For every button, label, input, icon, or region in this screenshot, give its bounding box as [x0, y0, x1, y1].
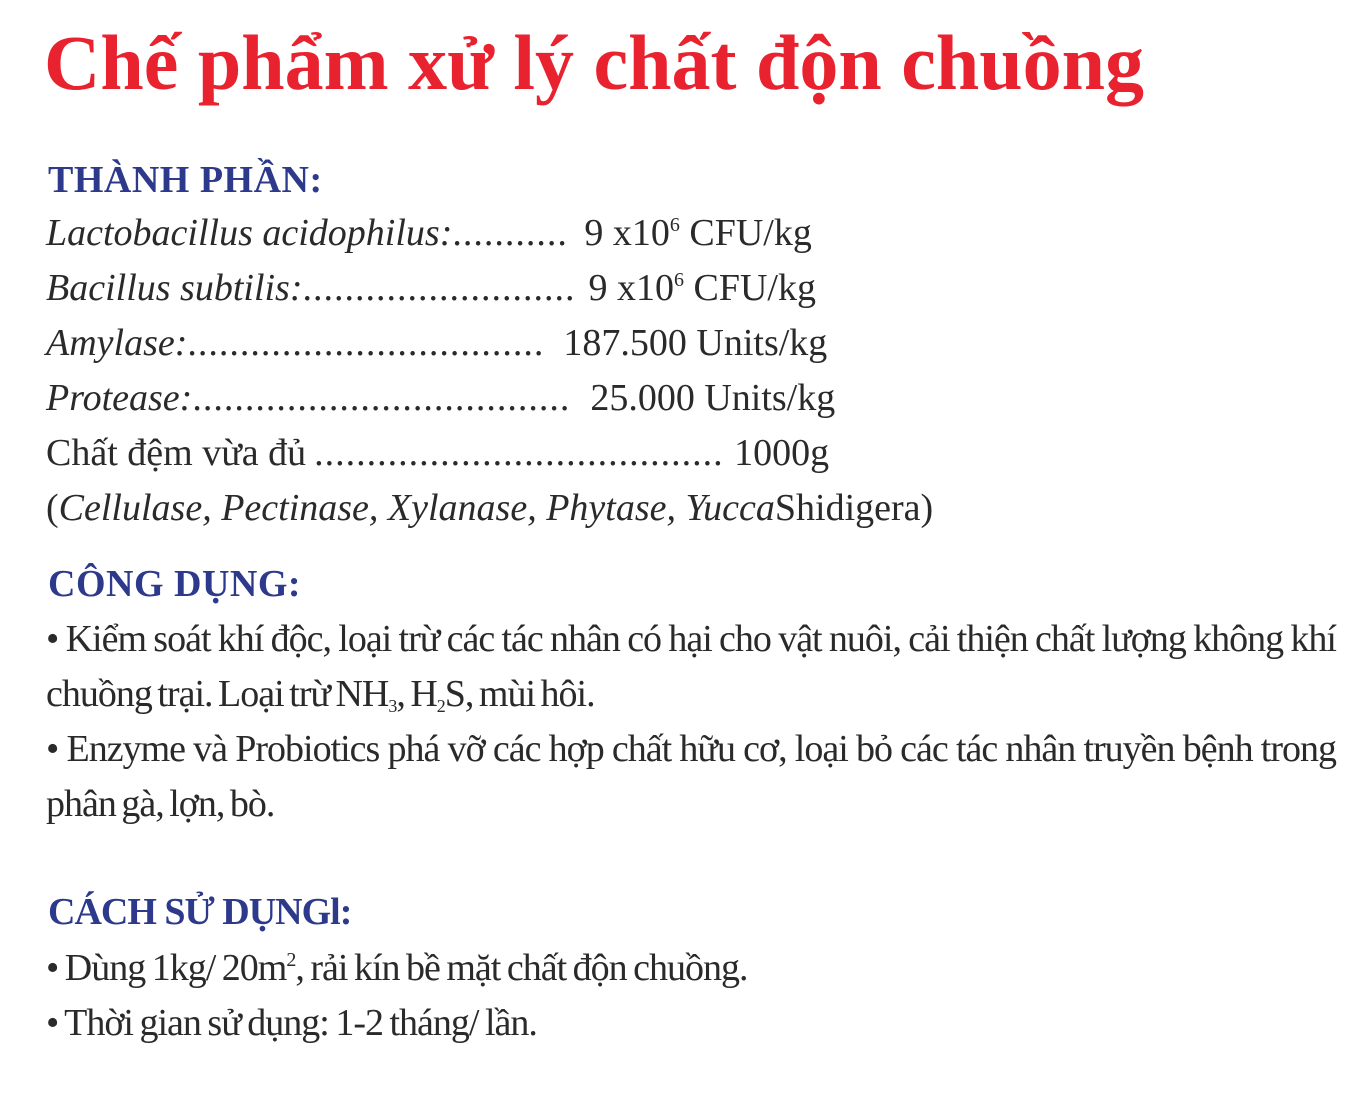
value-unit: CFU/kg — [679, 212, 812, 254]
usage-p1-text: • Kiểm soát khí độc, loại trừ các tác nhân có hại cho vật nuôi, cải thiện chất lượng không khí chuồng trại. Loại trừ NH — [46, 618, 1336, 715]
ingredient-value — [589, 263, 816, 313]
ingredient-value: 1000g — [734, 432, 830, 474]
ingredient-name: Chất đệm vừa đủ — [46, 432, 307, 474]
value-base: 9 x10 — [588, 267, 674, 309]
composition-heading: THÀNH PHẦN: — [48, 159, 323, 201]
usage-paragraph-2: • Enzyme và Probiotics phá vỡ các hợp chất hữu cơ, loại bỏ các tác nhân truyền bệnh trong phân gà, lợn, bò. — [46, 728, 1336, 825]
ingredient-name: Bacillus subtilis: — [46, 267, 303, 309]
value-unit: CFU/kg — [684, 267, 816, 309]
directions-l1-end: , rải kín bề mặt chất độn chuồng. — [295, 947, 748, 989]
note-rest: Shidigera) — [774, 487, 934, 529]
usage-p1-end: S, mùi hôi. — [444, 673, 595, 715]
subscript: 2 — [436, 696, 445, 716]
composition-row-lactobacillus — [46, 208, 812, 258]
dot-leader: ....................................... — [314, 432, 724, 474]
composition-row-amylase — [46, 318, 827, 368]
superscript: 2 — [286, 949, 296, 971]
dot-leader: ........... — [452, 212, 568, 254]
dot-leader: .................................... — [192, 377, 571, 419]
usage-paragraph-1 — [46, 612, 1336, 722]
ingredient-value — [584, 208, 811, 258]
dot-leader: .......................... — [302, 267, 576, 309]
note-enzyme-list: Cellulase, Pectinase, Xylanase, Phytase, Yucca — [58, 487, 775, 529]
ingredient-name: Protease: — [46, 377, 193, 419]
composition-row-buffer — [46, 428, 829, 478]
ingredient-name: Amylase: — [46, 322, 188, 364]
dot-leader: .................................. — [187, 322, 545, 364]
directions-heading: CÁCH SỬ DỤNGl: — [48, 891, 352, 933]
composition-row-bacillus — [46, 263, 816, 313]
product-title: Chế phẩm xử lý chất độn chuồng — [44, 19, 1145, 106]
directions-line-2: • Thời gian sử dụng: 1-2 tháng/ lần. — [46, 1002, 537, 1044]
directions-line-1 — [46, 943, 748, 993]
ingredient-value: 187.500 Units/kg — [563, 322, 828, 364]
directions-l1-start: • Dùng 1kg/ 20m — [46, 947, 287, 989]
value-base: 9 x10 — [584, 212, 670, 254]
ingredient-name: Lactobacillus acidophilus: — [46, 212, 453, 254]
composition-row-protease — [46, 373, 835, 423]
value-exponent: 6 — [669, 214, 680, 236]
ingredient-value: 25.000 Units/kg — [590, 377, 836, 419]
subscript: 3 — [388, 696, 397, 716]
value-exponent: 6 — [674, 269, 684, 291]
usage-heading: CÔNG DỤNG: — [48, 563, 302, 605]
usage-p1-mid: , H — [396, 673, 437, 715]
note-open-paren: ( — [46, 487, 59, 529]
enzymes-note — [46, 483, 933, 533]
